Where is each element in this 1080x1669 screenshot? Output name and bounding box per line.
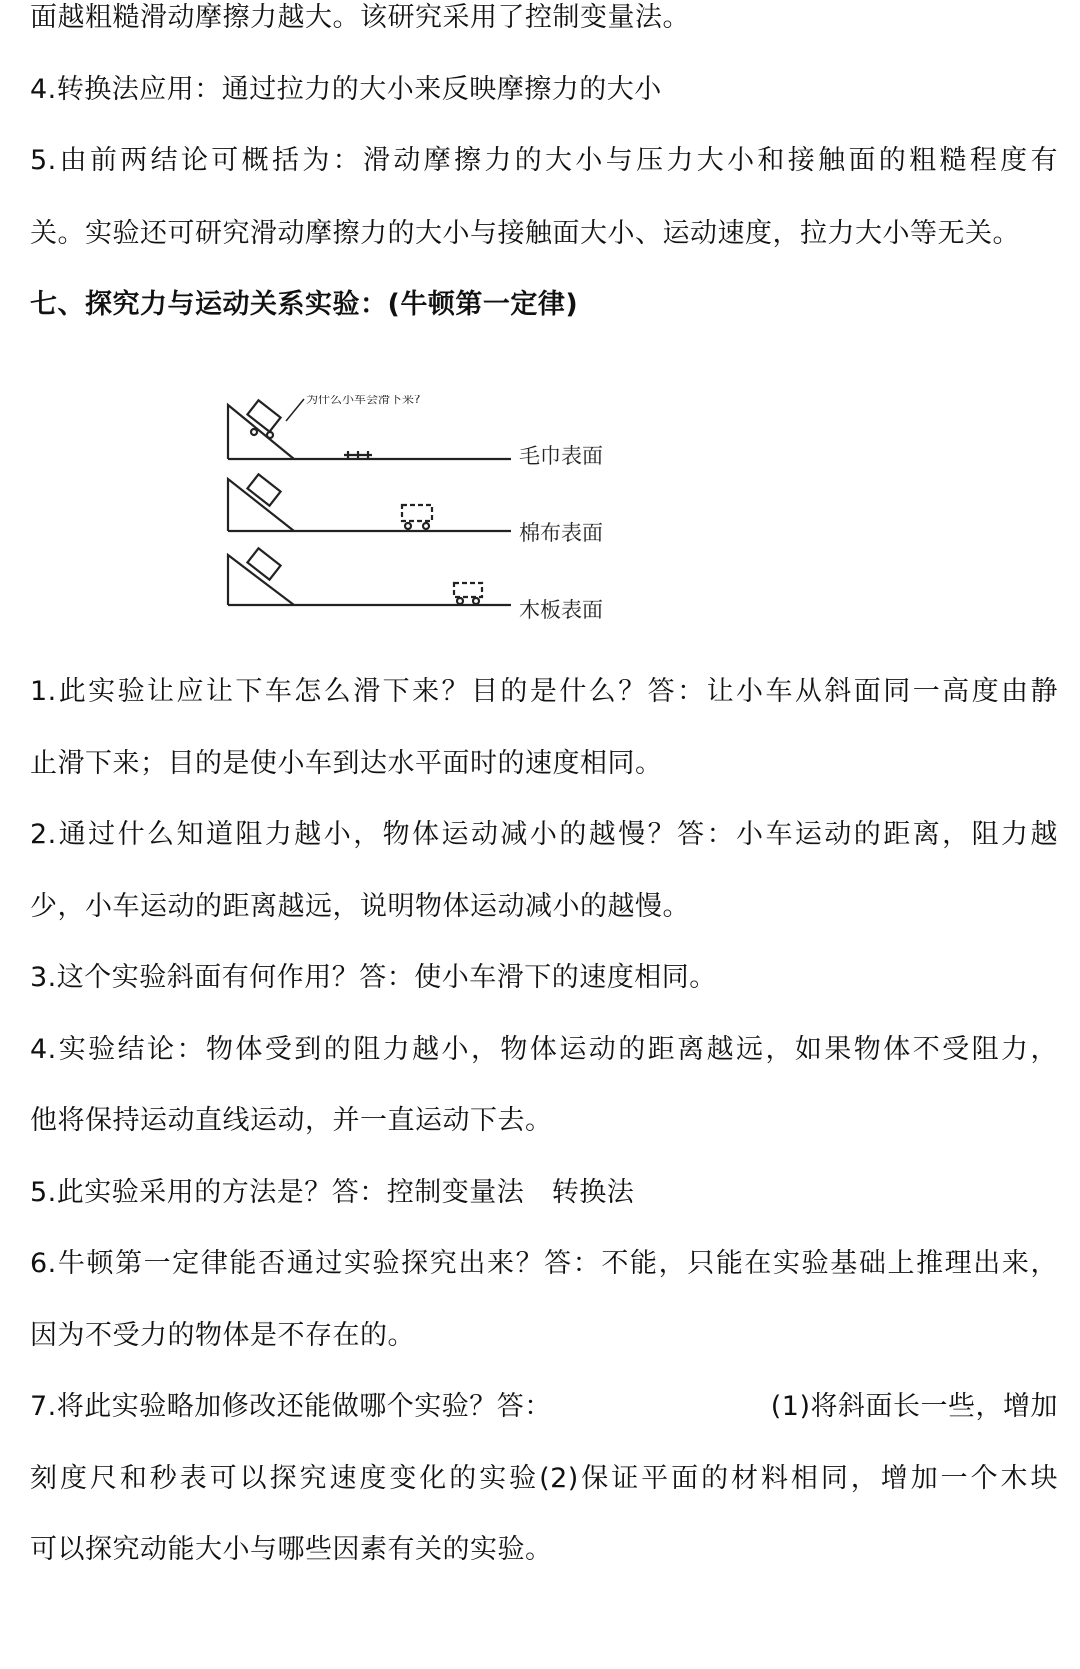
question-4b: 他将保持运动直线运动，并一直运动下去。 [30, 1105, 553, 1136]
question-7a-right: (1)将斜面长一些，增加 [770, 1391, 1058, 1422]
line-2: 4.转换法应用：通过拉力的大小来反映摩擦力的大小 [30, 74, 662, 105]
line-1: 面越粗糙滑动摩擦力越大。该研究采用了控制变量法。 [30, 2, 690, 33]
question-3: 3.这个实验斜面有何作用？答：使小车滑下的速度相同。 [30, 962, 717, 993]
question-6b: 因为不受力的物体是不存在的。 [30, 1320, 415, 1351]
surface-label-towel: 毛巾表面 [519, 444, 603, 468]
surface-label-wood: 木板表面 [519, 598, 603, 622]
line-4: 关。实验还可研究滑动摩擦力的大小与接触面大小、运动速度，拉力大小等无关。 [30, 218, 1020, 249]
question-5: 5.此实验采用的方法是？答：控制变量法 转换法 [30, 1177, 635, 1208]
figure-question: 为什么小车会滑下来? [306, 395, 421, 406]
section-heading: 七、探究力与运动关系实验：(牛顿第一定律) [30, 289, 579, 320]
newton-experiment-figure [226, 395, 666, 665]
line-3: 5.由前两结论可概括为：滑动摩擦力的大小与压力大小和接触面的粗糙程度有 [30, 145, 1058, 176]
ramp-1 [228, 399, 511, 459]
question-7a-left: 7.将此实验略加修改还能做哪个实验？答： [30, 1391, 552, 1422]
ramp-2 [228, 474, 511, 531]
question-4a: 4.实验结论：物体受到的阻力越小，物体运动的距离越远，如果物体不受阻力， [30, 1034, 1058, 1065]
surface-label-cotton: 棉布表面 [519, 521, 603, 545]
question-2b: 少，小车运动的距离越远，说明物体运动减小的越慢。 [30, 891, 690, 922]
question-1b: 止滑下来；目的是使小车到达水平面时的速度相同。 [30, 748, 663, 779]
question-7c: 可以探究动能大小与哪些因素有关的实验。 [30, 1534, 553, 1565]
question-2a: 2.通过什么知道阻力越小，物体运动减小的越慢？答：小车运动的距离，阻力越 [30, 819, 1058, 850]
ramp-3 [228, 548, 511, 605]
question-1a: 1.此实验让应让下车怎么滑下来？目的是什么？答：让小车从斜面同一高度由静 [30, 676, 1058, 707]
question-7b: 刻度尺和秒表可以探究速度变化的实验(2)保证平面的材料相同，增加一个木块 [30, 1463, 1058, 1494]
question-6a: 6.牛顿第一定律能否通过实验探究出来？答：不能，只能在实验基础上推理出来， [30, 1248, 1058, 1279]
question-7a [30, 1387, 1058, 1427]
